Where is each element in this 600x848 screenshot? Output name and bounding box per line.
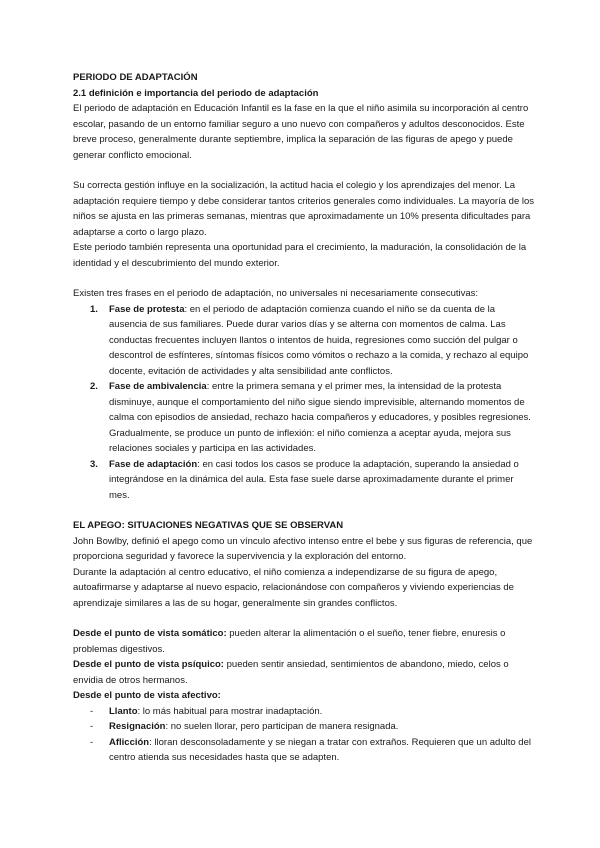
list-number: 2. [90, 381, 98, 392]
paragraph-somatic [73, 626, 535, 657]
affective-label: Desde el punto de vista afectivo: [73, 690, 221, 701]
list-item [73, 735, 535, 766]
list-item [73, 704, 535, 720]
affective-list [73, 704, 535, 766]
affective-item-text: : lo más habitual para mostrar inadaptación. [137, 705, 323, 717]
paragraph-bowlby: John Bowlby, definió el apego como un vínculo afectivo intenso entre el bebe y sus figuras de referencia, que proporciona seguridad y favorece la supervivencia y la exploración del entorno. [73, 535, 533, 562]
list-dash: - [90, 721, 94, 732]
list-number: 1. [90, 303, 98, 315]
list-dash: - [90, 736, 94, 748]
document-title: PERIODO DE ADAPTACIÓN [73, 72, 198, 83]
phase-label: Fase de adaptación [109, 458, 198, 470]
list-dash: - [90, 705, 94, 717]
list-item [73, 379, 535, 457]
phase-text: : en el periodo de adaptación comienza cuando el niño se da cuenta de la ausencia de sus familiares. Puede durar varios días y se alterna con momentos de calma. Las conductas frecuentes incluyen llantos o intentos de huida, regresiones como succión del pulgar o descontrol de esfínteres, síntomas físicos como vómitos o rechazo a la comida, y rechazo al equipo docente, evitación de actividades y alta sensibilidad ante conflictos. [109, 303, 529, 377]
psychic-label: Desde el punto de vista psíquico: [73, 659, 224, 670]
affective-item-text: : no suelen llorar, pero participan de manera resignada. [165, 721, 399, 732]
somatic-label: Desde el punto de vista somático: [73, 628, 227, 639]
phases-intro: Existen tres frases en el periodo de adaptación, no universales ni necesariamente consecutivas: [73, 288, 479, 299]
phase-label: Fase de ambivalencia [109, 381, 207, 392]
section-subtitle: 2.1 definición e importancia del periodo de adaptación [73, 87, 319, 99]
document-page [73, 70, 535, 766]
paragraph-opportunity: Este periodo también representa una oportunidad para el crecimiento, la maduración, la consolidación de la identidad y el descubrimiento del mundo exterior. [73, 242, 527, 269]
somatic-text: pueden alterar la alimentación o el sueño, tener fiebre, enuresis o problemas digestivos. [73, 628, 506, 655]
list-item [73, 302, 535, 380]
section-title-apego: EL APEGO: SITUACIONES NEGATIVAS QUE SE OBSERVAN [73, 520, 344, 531]
paragraph-definition: El periodo de adaptación en Educación Infantil es la fase en la que el niño asimila su incorporación al centro escolar, pasando de un entorno familiar seguro a uno nuevo con compañeros y adultos desconocidos. Este breve proceso, generalmente durante septiembre, implica la separación de las figuras de apego y puede generar conflicto emocional. [73, 103, 529, 161]
paragraph-psychic [73, 657, 535, 688]
phase-text: : entre la primera semana y el primer mes, la intensidad de la protesta disminuye, aunque el comportamiento del niño sigue siendo imprevisible, alternando momentos de calma con episodios de ansiedad, rechazo hacia compañeros y educadores, y posibles regresiones. Gradualmente, se produce un punto de inflexión: el niño comienza a aceptar ayuda, mejora sus relaciones sociales y participa en las actividades. [109, 381, 531, 454]
affective-item-label: Llanto [109, 705, 138, 717]
list-number: 3. [90, 458, 98, 470]
phase-text: : en casi todos los casos se produce la adaptación, superando la ansiedad o integrándose en la dinámica del aula. Esta fase suele darse aproximadamente durante el primer mes. [109, 458, 519, 501]
phase-label: Fase de protesta [109, 303, 185, 315]
psychic-text: pueden sentir ansiedad, sentimientos de abandono, miedo, celos o envidia de otros hermanos. [73, 659, 509, 686]
phases-list [73, 302, 535, 504]
paragraph-importance: Su correcta gestión influye en la socialización, la actitud hacia el colegio y los aprendizajes del menor. La adaptación requiere tiempo y debe considerar tantos criterios generales como individuales. La mayoría de los niños se ajusta en las primeras semanas, mientras que aproximadamente un 10% presenta dificultades para adaptarse a corto o largo plazo. [73, 180, 535, 238]
paragraph-adaptation: Durante la adaptación al centro educativo, el niño comienza a independizarse de su figura de apego, autoafirmarse y adaptarse al nuevo espacio, relacionándose con compañeros y viviendo experiencias de aprendizaje similares a las de su hogar, generalmente sin grandes conflictos. [73, 566, 514, 609]
affective-item-text: : lloran desconsoladamente y se niegan a tratar con extraños. Requieren que un adulto del centro atienda sus necesidades hasta que se adapten. [109, 736, 531, 763]
list-item [73, 719, 535, 735]
affective-item-label: Resignación [109, 721, 166, 732]
affective-item-label: Aflicción [109, 736, 150, 748]
list-item [73, 457, 535, 504]
